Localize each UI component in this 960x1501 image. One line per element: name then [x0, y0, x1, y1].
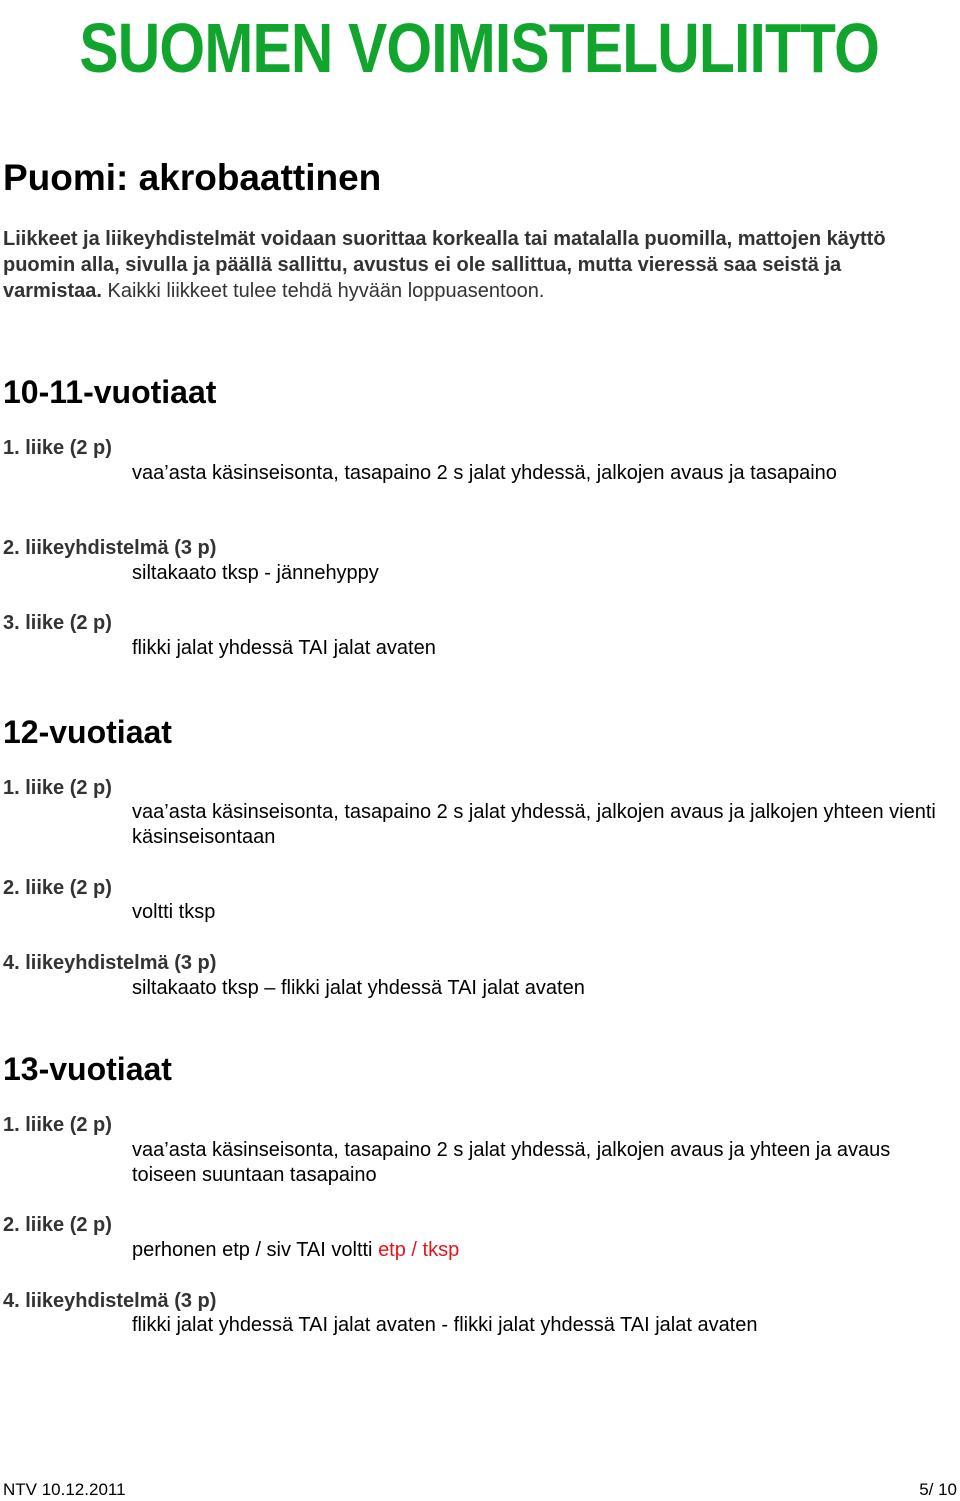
item-head: 2. liike (2 p) — [3, 1214, 112, 1236]
intro-bold-text: Liikkeet ja liikeyhdistelmät voidaan suorittaa korkealla tai matalalla puomilla, mattojen käyttö puomin alla, sivulla ja päällä sallittu, avustus ei ole sallittua, mutta vieressä saa seistä ja varmistaa. — [3, 228, 886, 302]
item-head: 1. liike (2 p) — [3, 437, 112, 459]
item-head: 2. liike (2 p) — [3, 877, 112, 899]
item-desc-text: perhonen etp / siv TAI voltti — [132, 1239, 379, 1261]
item-desc: siltakaato tksp - jännehyppy — [132, 562, 379, 584]
intro-paragraph — [3, 226, 943, 304]
item-desc: siltakaato tksp – flikki jalat yhdessä TAI jalat avaten — [132, 977, 585, 999]
item-desc: vaa’asta käsinseisonta, tasapaino 2 s jalat yhdessä, jalkojen avaus ja jalkojen yhteen vienti käsinseisontaan — [132, 801, 936, 848]
item-desc: vaa’asta käsinseisonta, tasapaino 2 s jalat yhdessä, jalkojen avaus ja tasapaino — [132, 462, 837, 484]
item-desc: voltti tksp — [132, 901, 216, 923]
item-desc: vaa’asta käsinseisonta, tasapaino 2 s jalat yhdessä, jalkojen avaus ja yhteen ja avaus toiseen suuntaan tasapaino — [132, 1139, 891, 1186]
section-title-13: 13-vuotiaat — [3, 1051, 172, 1087]
footer-page-number: 5/ 10 — [919, 1480, 957, 1499]
item-head: 4. liikeyhdistelmä (3 p) — [3, 1290, 217, 1312]
item-desc-red-text: etp / tksp — [378, 1239, 460, 1261]
item-head: 1. liike (2 p) — [3, 1114, 112, 1136]
item-head: 3. liike (2 p) — [3, 612, 112, 634]
section-title-12: 12-vuotiaat — [3, 714, 172, 750]
item-desc: flikki jalat yhdessä TAI jalat avaten - flikki jalat yhdessä TAI jalat avaten — [132, 1314, 758, 1336]
intro-plain-text: Kaikki liikkeet tulee tehdä hyvään loppuasentoon. — [101, 280, 545, 302]
logo: SUOMEN VOIMISTELULIITTO — [79, 9, 879, 87]
item-desc — [132, 1238, 957, 1263]
footer-document-id: NTV 10.12.2011 — [3, 1480, 126, 1499]
section-title-10-11: 10-11-vuotiaat — [3, 374, 217, 410]
item-head: 1. liike (2 p) — [3, 777, 112, 799]
item-desc: flikki jalat yhdessä TAI jalat avaten — [132, 637, 436, 659]
page-title: Puomi: akrobaattinen — [3, 157, 382, 198]
item-head: 4. liikeyhdistelmä (3 p) — [3, 952, 217, 974]
item-head: 2. liikeyhdistelmä (3 p) — [3, 537, 217, 559]
